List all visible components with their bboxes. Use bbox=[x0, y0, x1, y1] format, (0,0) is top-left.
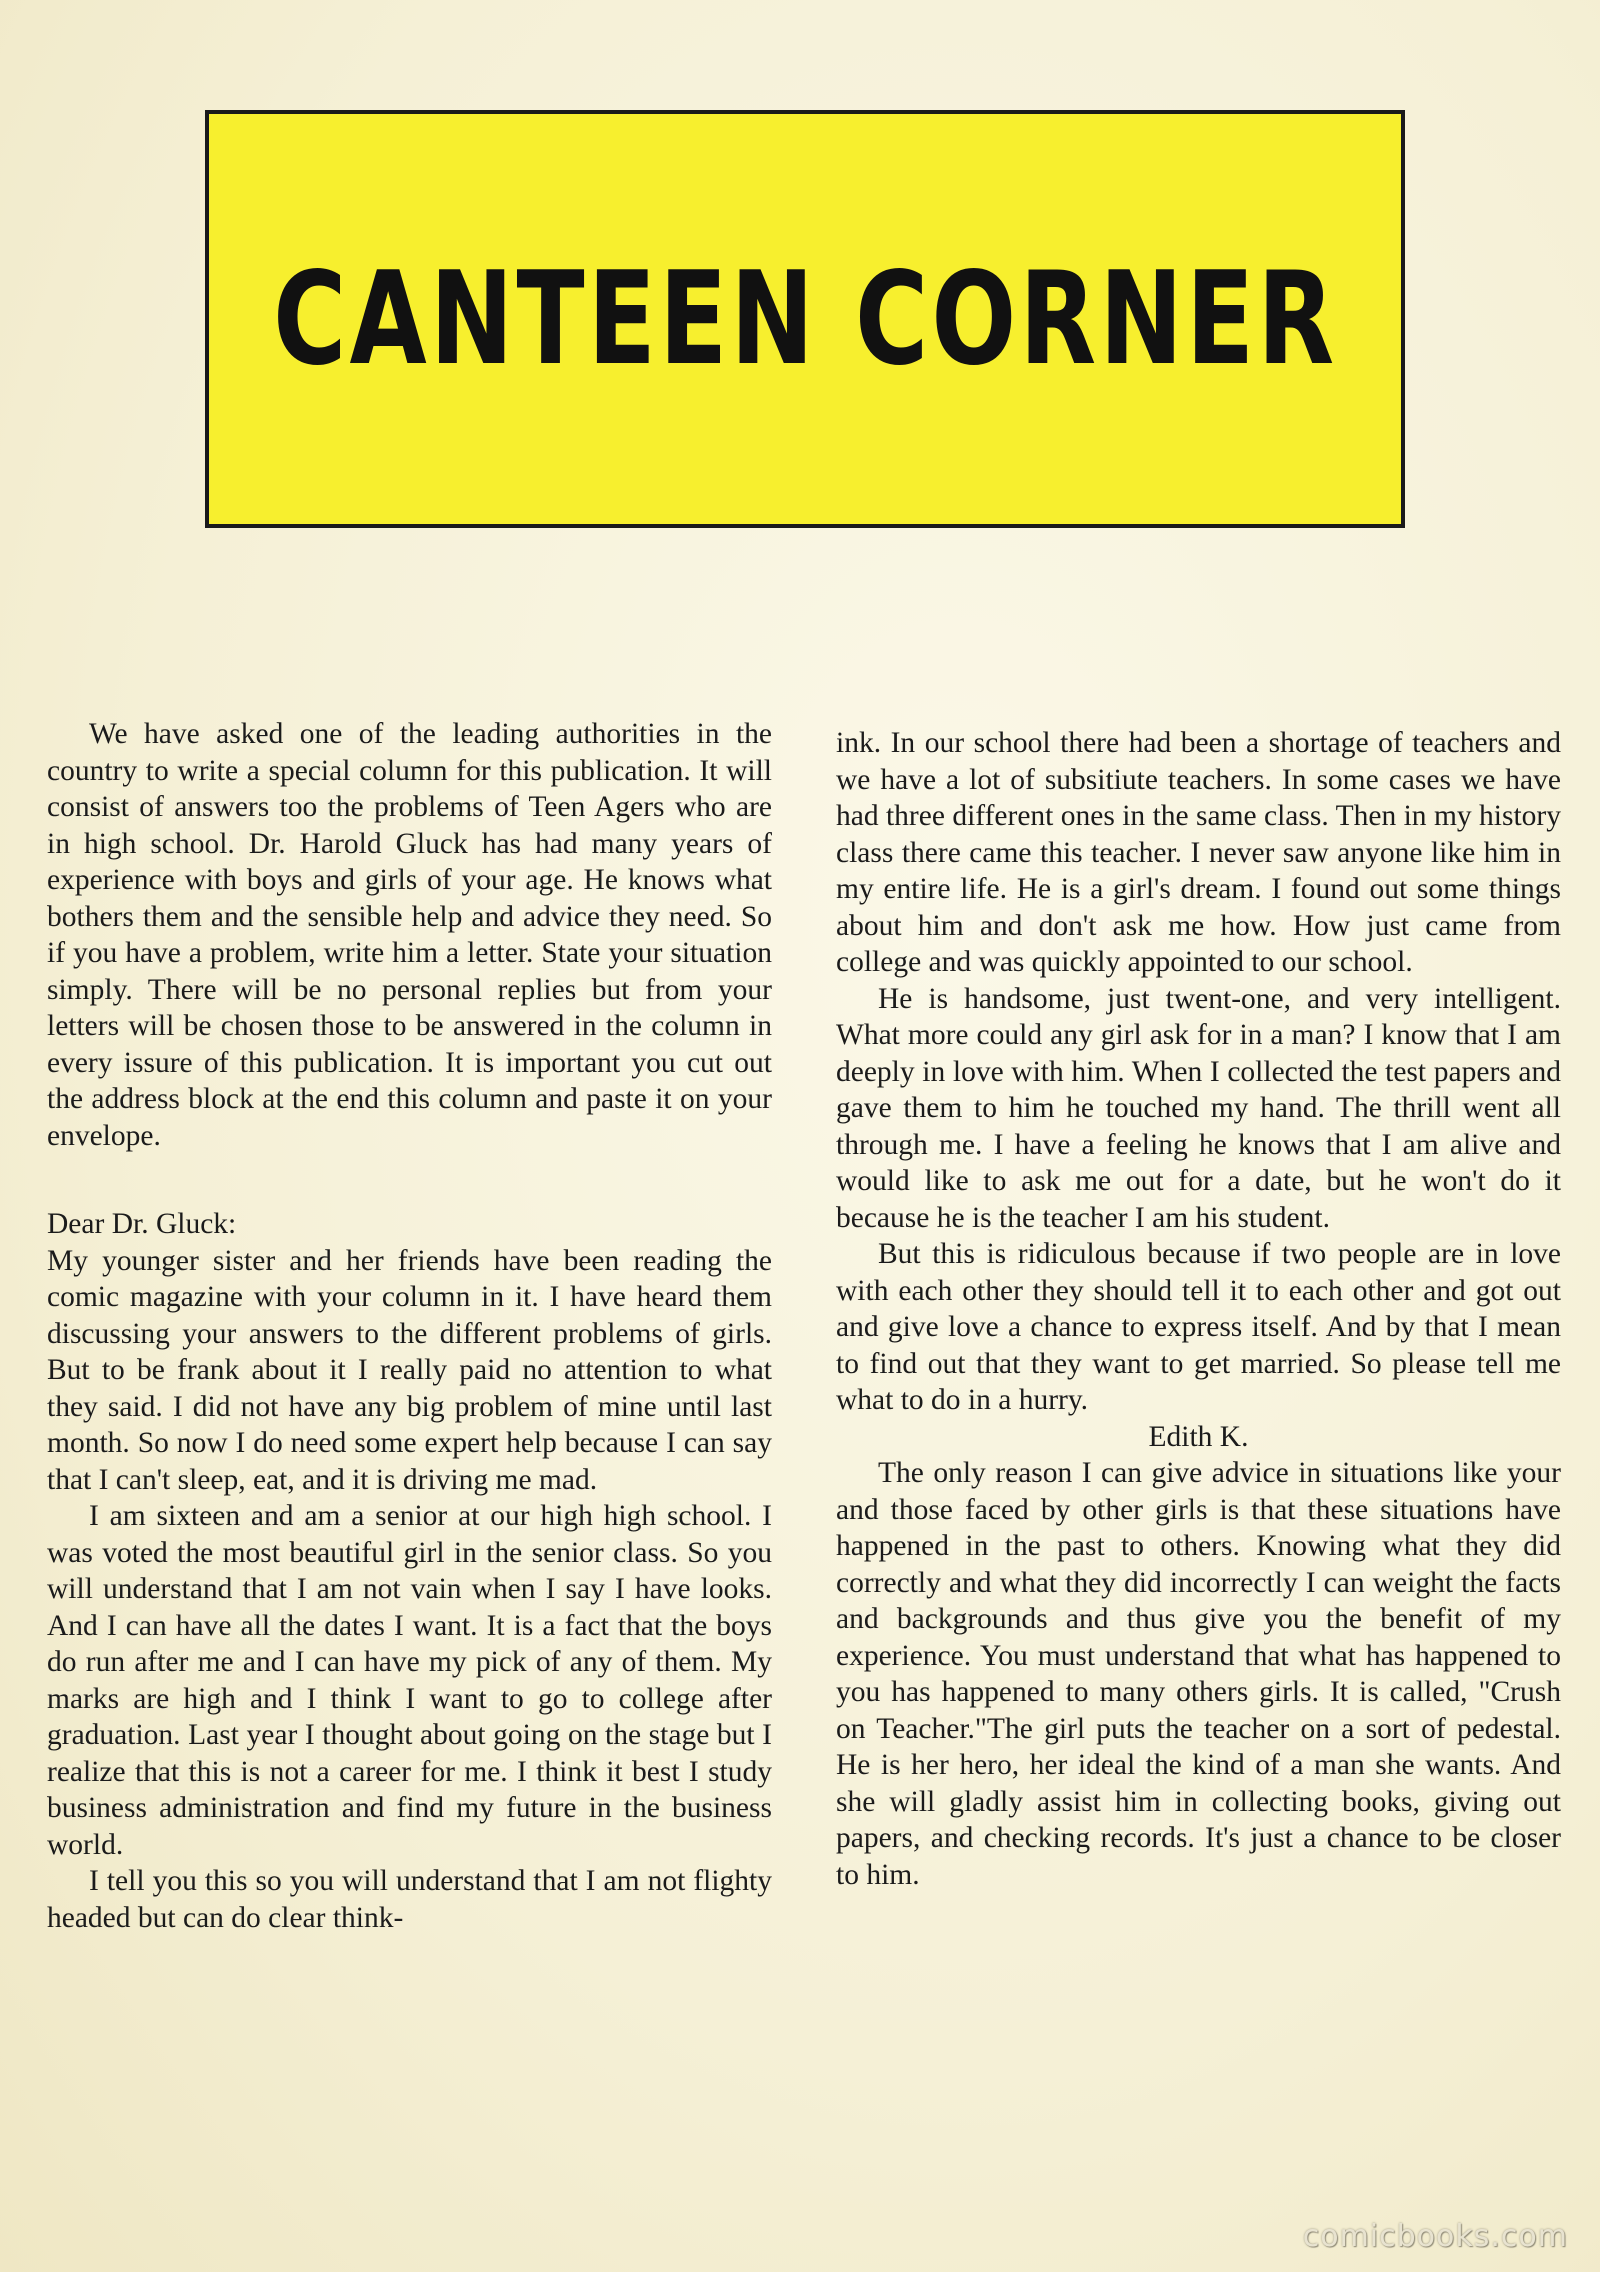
letter-paragraph-3: I tell you this so you will understand that I am not flighty headed but can do clear think- bbox=[47, 1865, 772, 1934]
reply-paragraph-1: The only reason I can give advice in situations like your and those faced by other girls is that these situations have happened in the past to others. Knowing what they did correctly and what they did incorrectly I can weight the facts and backgrounds and thus give you the benefit of my experience. You must understand that what has happened to you has happened to many others girls. It is called, "Crush on Teacher."The girl puts the teacher on a sort of pedestal. He is her hero, her ideal the kind of a man she wants. And she will gladly assist him in collecting books, giving out papers, and checking records. It's just a chance to be closer to him. bbox=[836, 1457, 1561, 1891]
letter-paragraph-3-continued: ink. In our school there had been a shortage of teachers and we have a lot of subsitiute teachers. In some cases we have had three different ones in the same class. Then in my history class there came this teacher. I never saw anyone like him in my entire life. He is a girl's dream. I found out some things about him and don't ask me how. How just came from college and was quickly appointed to our school. bbox=[836, 727, 1561, 978]
watermark: comicbooks.com bbox=[1302, 2219, 1568, 2254]
letter-paragraph-4: He is handsome, just twent-one, and very intelligent. What more could any girl ask for in a man? I know that I am deeply in love with him. When I collected the test papers and gave them to him he touched my hand. The thrill went all through me. I have a feeling he knows that I am alive and would like to ask me out for a date, but he won't do it because he is the teacher I am his student. bbox=[836, 982, 1561, 1234]
right-column bbox=[836, 725, 1561, 1893]
left-column bbox=[47, 716, 772, 1936]
title-banner bbox=[205, 110, 1405, 528]
intro-paragraph: We have asked one of the leading authorities in the country to write a special column for this publication. It will consist of answers too the problems of Teen Agers who are in high school. Dr. Harold Gluck has had many years of experience with boys and girls of your age. He knows what bothers them and the sensible help and advice they need. So if you have a problem, write him a letter. State your situation simply. There will be no personal replies but from your letters will be chosen those to be answered in the column in every issure of this publication. It is important you cut out the address block at the end this column and paste it on your envelope. bbox=[47, 718, 772, 1152]
letter-paragraph-2: I am sixteen and am a senior at our high high school. I was voted the most beautiful girl in the senior class. So you will understand that I am not vain when I say I have looks. And I can have all the dates I want. It is a fact that the boys do run after me and I can have my pick of any of them. My marks are high and I think I want to go to college after graduation. Last year I thought about going on the stage but I realize that this is not a career for me. I think it best I study business administration and find my future in the business world. bbox=[47, 1500, 772, 1861]
letter-salutation: Dear Dr. Gluck: bbox=[47, 1208, 237, 1240]
letter-signature: Edith K. bbox=[1148, 1420, 1249, 1453]
letter-paragraph-1: My younger sister and her friends have been reading the comic magazine with your column in it. I have heard them discussing your answers to the different problems of girls. But to be frank about it I really paid no attention to what they said. I did not have any big problem of mine until last month. So now I do need some expert help because I can say that I can't sleep, eat, and it is driving me mad. bbox=[47, 1244, 772, 1496]
letter-paragraph-5: But this is ridiculous because if two people are in love with each other they should tell it to each other and got out and give love a chance to express itself. And by that I mean to find out that they want to get married. So please tell me what to do in a hurry. bbox=[836, 1238, 1561, 1416]
page-title: CANTEEN CORNER bbox=[272, 244, 1338, 394]
